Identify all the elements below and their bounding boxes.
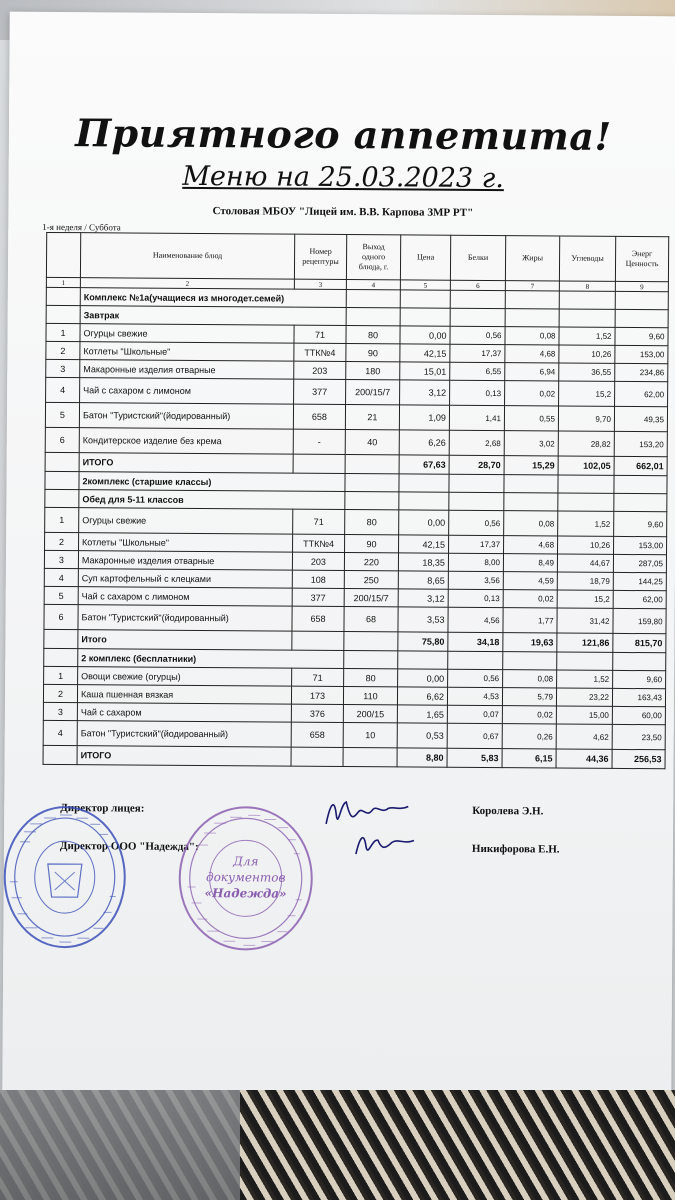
total-carbohydrates: 44,36 [556,749,612,768]
portion-size: 200/15/7 [344,589,398,607]
table-cell [449,474,504,492]
portion-size: 68 [344,607,398,632]
proteins: 4,53 [447,687,502,705]
energy-value: 60,00 [612,706,665,724]
total-energy: 662,01 [614,456,667,475]
table-cell [293,454,345,473]
total-proteins: 34,18 [448,632,503,651]
carbohydrates: 44,67 [557,554,613,572]
recipe-number: 203 [294,361,346,379]
carbohydrates: 9,70 [558,406,614,431]
table-cell [559,291,615,309]
energy-value: 144,25 [613,572,666,590]
proteins: 6,55 [450,362,505,380]
section-title: 2комплекс (старшие классы) [79,472,345,492]
handwritten-signatures [316,784,427,870]
table-cell [45,471,79,489]
table-cell [503,652,557,670]
dish-name: Батон "Туристский"(йодированный) [77,721,291,747]
table-cell [345,492,399,510]
table-cell [399,474,449,492]
proteins: 0,56 [450,326,505,344]
dish-name: Батон "Туристский"(йодированный) [78,605,292,631]
header-cell [46,232,80,277]
total-price: 8,80 [397,748,447,767]
carbohydrates: 36,55 [559,363,615,381]
proteins: 4,56 [448,607,503,632]
section-title: Завтрак [80,306,346,326]
carbohydrates: 1,52 [557,670,613,688]
menu-table [43,232,670,769]
row-number: 3 [43,702,77,720]
dish-name: Чай с сахаром с лимоном [78,587,292,606]
total-energy: 815,70 [613,633,666,652]
portion-size: 80 [344,669,398,687]
table-cell [45,452,79,471]
column-number: 1 [46,277,80,287]
price: 1,65 [397,705,447,723]
fats: 0,08 [503,670,557,688]
energy-value: 153,00 [614,536,667,554]
price: 15,01 [400,362,450,380]
price: 3,53 [398,607,448,632]
recipe-number: 376 [291,704,343,722]
recipe-number: 108 [292,570,344,588]
proteins: 3,56 [448,571,503,589]
proteins: 0,56 [448,669,503,687]
dish-name: Кондитерское изделие без крема [79,428,293,454]
portion-size: 90 [346,344,400,362]
table-cell [613,652,666,670]
table-cell [291,747,343,766]
energy-value: 9,60 [613,670,666,688]
portion-size: 40 [345,430,399,455]
price: 42,15 [400,344,450,362]
column-number: 2 [80,278,294,289]
portion-size: 10 [343,723,397,748]
table-cell [292,631,344,650]
row-number: 2 [43,684,77,702]
energy-value: 153,00 [615,345,668,363]
portion-size: 200/15 [343,705,397,723]
recipe-number: 203 [292,552,344,570]
fats: 0,08 [504,511,558,536]
row-number: 5 [44,586,78,604]
column-number: 9 [615,281,668,291]
carbohydrates: 28,82 [558,431,614,456]
energy-value: 234,86 [615,363,668,381]
proteins: 17,37 [450,344,505,362]
table-cell [450,290,505,308]
table-cell [400,308,450,326]
row-number: 5 [45,402,79,427]
price: 6,62 [397,687,447,705]
total-fats: 15,29 [504,456,558,475]
dish-name: Батон "Туристский"(йодированный) [79,403,293,429]
table-cell [399,492,449,510]
fats: 4,68 [505,345,559,363]
header-cell: Жиры [505,236,559,281]
total-carbohydrates: 102,05 [558,456,614,475]
recipe-number: ТТК№4 [294,343,346,361]
price: 0,53 [397,723,447,748]
header-cell: Выход одного блюда, г. [346,235,400,280]
director-name: Королева Э.Н. [472,804,544,818]
carbohydrates: 1,52 [559,327,615,345]
row-number: 1 [44,666,78,684]
header-cell: Наименование блюд [80,233,294,279]
proteins: 0,13 [448,589,503,607]
total-fats: 6,15 [502,749,556,768]
table-cell [398,651,448,669]
organization-line: Столовая МБОУ "Лицей им. В.В. Карпова ЗМР РТ" [212,205,474,219]
row-number: 3 [44,550,78,568]
energy-value: 153,20 [614,431,667,456]
table-cell [400,290,450,308]
dish-name: Овощи свежие (огурцы) [78,667,292,686]
row-number: 2 [45,532,79,550]
proteins: 0,07 [447,705,502,723]
carbohydrates: 31,42 [557,608,613,633]
recipe-number: 71 [292,668,344,686]
energy-value: 23,50 [612,724,665,749]
recipe-number: 71 [293,509,345,534]
menu-date-heading: Меню на 25.03.2023 г. [182,160,505,195]
fats: 0,26 [502,724,556,749]
column-number: 8 [559,281,615,291]
fats: 0,02 [503,590,557,608]
price: 42,15 [399,535,449,553]
supplier-label: Директор ООО "Надежда": [59,840,199,854]
recipe-number: 658 [292,606,344,631]
section-title: 2 комплекс (бесплатники) [78,649,344,669]
carbohydrates: 15,2 [557,590,613,608]
seal-text-line3: «Надежда» [204,886,287,901]
fats: 5,79 [502,688,556,706]
section-title: Комплекс №1а(учащиеся из многодет.семей) [80,288,346,308]
table-cell [614,475,667,493]
table-cell [343,748,397,767]
table-cell [46,305,80,323]
total-price: 67,63 [399,455,449,474]
proteins: 8,00 [448,553,503,571]
recipe-number: 377 [294,379,346,404]
row-number: 4 [44,568,78,586]
header-cell: Энерг Ценность [615,236,668,281]
table-cell [557,652,613,670]
portion-size: 90 [345,535,399,553]
energy-value: 62,00 [613,590,666,608]
price: 18,35 [398,553,448,571]
energy-value: 49,35 [614,406,667,431]
fats: 3,02 [504,431,558,456]
energy-value: 163,43 [612,688,665,706]
price: 8,65 [398,571,448,589]
section-title: Обед для 5-11 классов [79,490,345,510]
table-cell [615,291,668,309]
price: 0,00 [400,326,450,344]
row-number: 6 [44,604,78,629]
table-cell [558,475,614,493]
total-label: ИТОГО [79,453,293,473]
fats: 0,08 [505,327,559,345]
seal-text-line1: Для [233,854,259,869]
menu-sheet [2,12,675,1097]
table-cell [346,290,400,308]
portion-size: 21 [345,405,399,430]
energy-value: 9,60 [614,511,667,536]
table-cell [505,291,559,309]
director-label: Директор лицея: [60,802,145,815]
price: 1,09 [399,405,449,430]
total-energy: 256,53 [612,749,665,768]
fats: 0,02 [502,706,556,724]
proteins: 17,37 [449,535,504,553]
carbohydrates: 10,26 [559,345,615,363]
proteins: 1,41 [449,405,504,430]
portion-size: 80 [346,326,400,344]
header-cell: Белки [450,235,505,280]
row-number: 1 [46,323,80,341]
proteins: 0,67 [447,723,502,748]
recipe-number: ТТК№4 [293,534,345,552]
table-header-row [46,232,668,281]
dish-name: Макаронные изделия отварные [80,360,294,379]
recipe-number: 173 [291,686,343,704]
price: 6,26 [399,430,449,455]
total-row [43,745,665,768]
page-title: Приятного аппетита! [75,110,612,159]
price: 0,00 [398,669,448,687]
table-cell [449,492,504,510]
table-cell [558,493,614,511]
recipe-number: 377 [292,588,344,606]
proteins: 0,56 [449,510,504,535]
table-cell [559,309,615,327]
dish-name: Огурцы свежие [79,508,293,534]
supplier-name: Никифорова Е.Н. [471,842,560,856]
total-fats: 19,63 [503,633,557,652]
table-cell [43,745,77,764]
total-label: Итого [78,630,292,650]
table-cell [344,632,398,651]
energy-value: 287,05 [613,554,666,572]
fats: 4,68 [504,536,558,554]
table-cell [344,651,398,669]
header-cell: Углеводы [559,236,615,281]
total-label: ИТОГО [77,746,291,766]
row-number: 4 [43,720,77,745]
table-cell [46,287,80,305]
column-number: 4 [346,280,400,290]
column-number: 6 [450,280,505,290]
table-cell [346,308,400,326]
row-number: 3 [46,359,80,377]
table-cell [504,493,558,511]
dish-name: Суп картофельный с клецками [78,569,292,588]
table-cell [614,493,667,511]
table-cell [44,648,78,666]
dish-name: Макаронные изделия отварные [78,551,292,570]
carbohydrates: 1,52 [558,511,614,536]
column-number: 3 [294,279,346,289]
carbohydrates: 18,79 [557,572,613,590]
fats: 6,94 [505,363,559,381]
table-cell [615,309,668,327]
dish-name: Огурцы свежие [80,324,294,343]
row-number: 6 [45,427,79,452]
fats: 1,77 [503,608,557,633]
recipe-number: 71 [294,325,346,343]
dish-name: Чай с сахаром с лимоном [80,378,294,404]
carbohydrates: 15,2 [559,381,615,406]
table-cell [345,474,399,492]
portion-size: 110 [343,687,397,705]
portion-size: 80 [345,510,399,535]
energy-value: 9,60 [615,327,668,345]
seal-text-line2: документов [205,870,286,885]
table-cell [45,489,79,507]
portion-size: 180 [346,362,400,380]
proteins: 2,68 [449,430,504,455]
recipe-number: 658 [291,722,343,747]
energy-value: 159,80 [613,608,666,633]
price: 3,12 [400,380,450,405]
dish-name: Котлеты "Школьные" [79,533,293,552]
fats: 0,55 [504,406,558,431]
carbohydrates: 4,62 [556,724,612,749]
header-cell: Цена [400,235,450,280]
supplier-seal [175,803,316,954]
price: 3,12 [398,589,448,607]
portion-size: 250 [344,571,398,589]
column-number: 5 [400,280,450,290]
row-number: 2 [46,341,80,359]
table-cell [504,475,558,493]
price: 0,00 [399,510,449,535]
table-cell [505,309,559,327]
total-proteins: 5,83 [447,748,502,767]
total-price: 75,80 [398,632,448,651]
total-carbohydrates: 121,86 [557,633,613,652]
column-number: 7 [505,281,559,291]
school-seal [0,802,130,953]
fats: 0,02 [505,381,559,406]
table-cell [450,308,505,326]
row-number: 1 [45,507,79,532]
row-number: 4 [46,377,80,402]
recipe-number: 658 [293,404,345,429]
proteins: 0,13 [450,380,505,405]
portion-size: 200/15/7 [346,380,400,405]
recipe-number: - [293,429,345,454]
table-cell [44,629,78,648]
fats: 8,49 [503,554,557,572]
carbohydrates: 23,22 [556,688,612,706]
carbohydrates: 15,00 [556,706,612,724]
portion-size: 220 [344,553,398,571]
carbohydrates: 10,26 [558,536,614,554]
fats: 4,59 [503,572,557,590]
table-cell [345,455,399,474]
table-cell [448,651,503,669]
week-day-label: 1-я неделя / Суббота [42,221,121,233]
total-proteins: 28,70 [449,455,504,474]
background-shadow [0,1090,240,1200]
energy-value: 62,00 [615,381,668,406]
header-cell: Номер рецептуры [294,234,346,279]
dish-name: Котлеты "Школьные" [80,342,294,361]
dish-name: Чай с сахаром [77,703,291,722]
dish-name: Каша пшенная вязкая [77,685,291,704]
